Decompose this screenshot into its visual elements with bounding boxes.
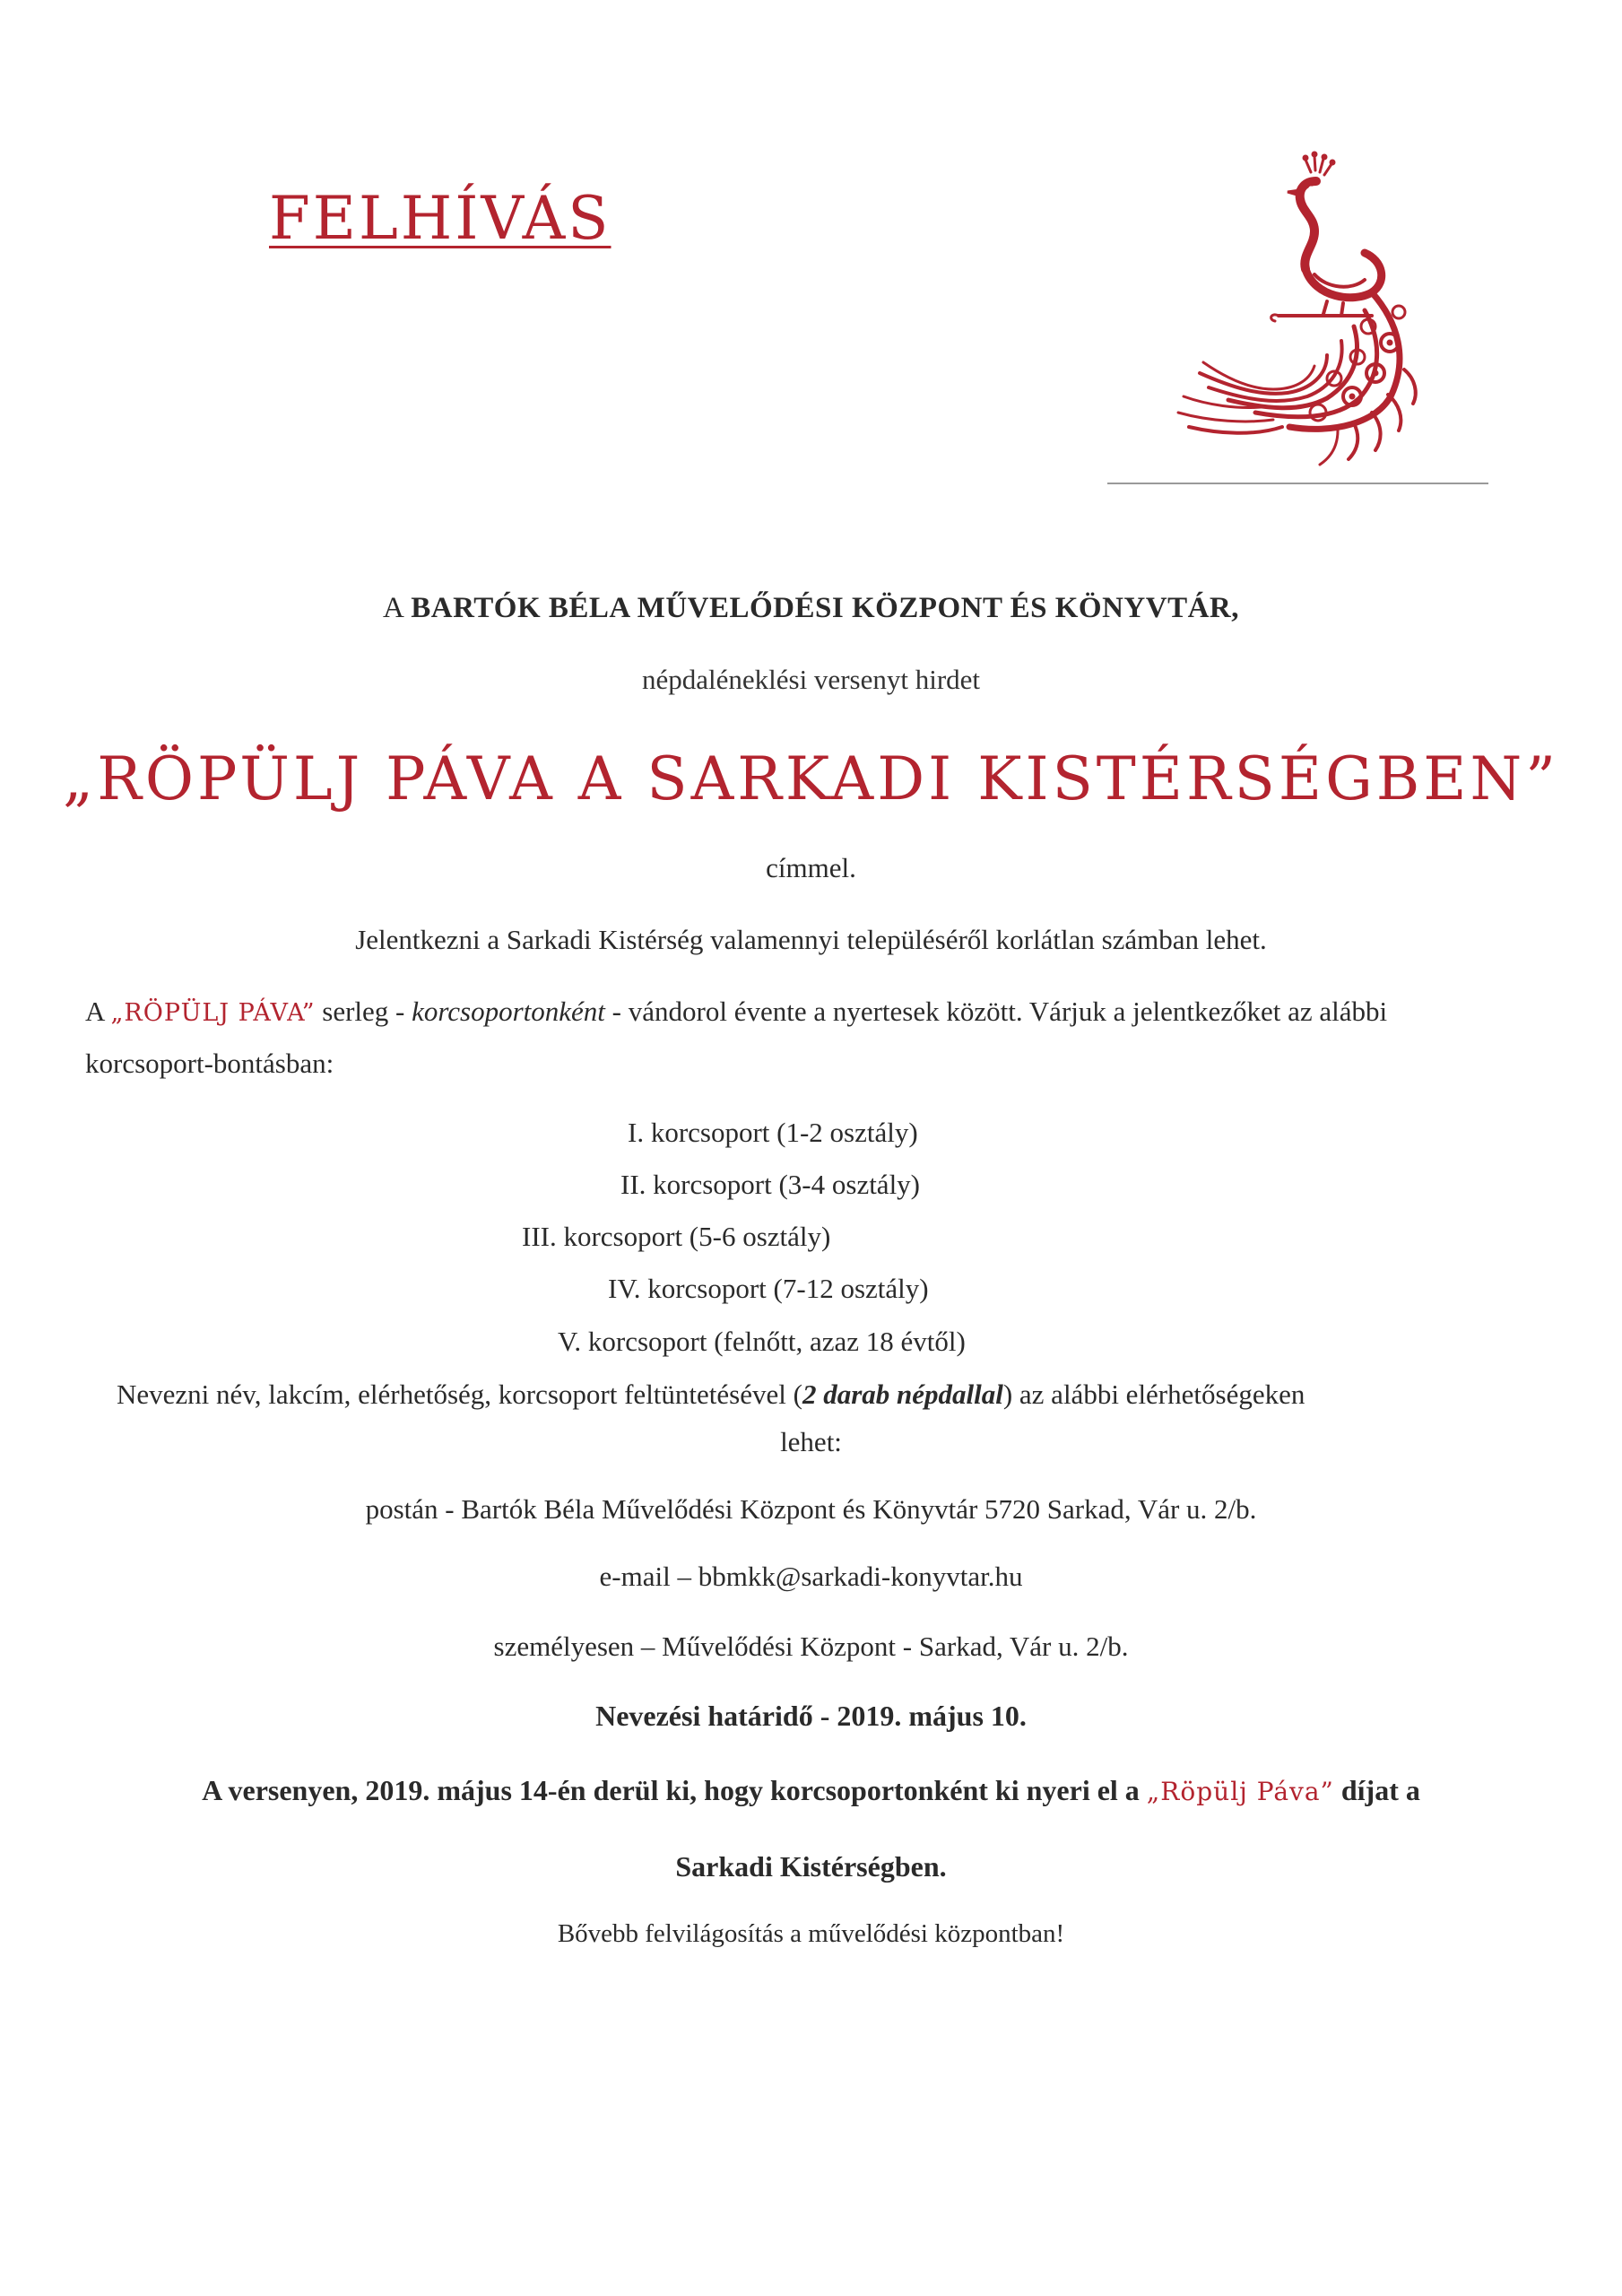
registration-text-2: ) az alábbi elérhetőségeken [1002, 1378, 1305, 1410]
age-group-item: III. korcsoport (5-6 osztály) [522, 1221, 831, 1252]
trophy-prefix: A [85, 996, 104, 1027]
trophy-italic: korcsoportonként [412, 996, 605, 1027]
email-contact: e-mail – bbmkk@sarkadi-konyvtar.hu [599, 1561, 1023, 1592]
age-group-item: V. korcsoport (felnőtt, azaz 18 évtől) [558, 1326, 966, 1357]
age-group-item: I. korcsoport (1-2 osztály) [628, 1117, 918, 1148]
trophy-text-2: - vándorol évente a nyertesek között. Várjuk a jelentkezőket az alábbi [612, 996, 1388, 1027]
registration-line2: lehet: [780, 1426, 842, 1457]
result-award-name: „Röpülj Páva” [1146, 1777, 1334, 1806]
deadline-line: Nevezési határidő - 2019. május 10. [595, 1700, 1027, 1732]
logo-underline-divider [1107, 483, 1488, 484]
postal-contact: postán - Bartók Béla Művelődési Központ és Könyvtár 5720 Sarkad, Vár u. 2/b. [365, 1493, 1257, 1525]
registration-bold: 2 darab népdallal [802, 1378, 1003, 1410]
trophy-paragraph-line2: korcsoport-bontásban: [85, 1048, 334, 1079]
result-paragraph [0, 1774, 1622, 1807]
trophy-paragraph [85, 996, 1556, 1028]
trophy-text-1: serleg - [322, 996, 405, 1027]
registration-text-1: Nevezni név, lakcím, elérhetőség, korcsoport feltüntetésével ( [117, 1378, 802, 1410]
organizer-prefix: A [383, 592, 403, 624]
cimmel-line: címmel. [766, 852, 856, 883]
personal-contact: személyesen – Művelődési Központ - Sarkad, Vár u. 2/b. [493, 1631, 1129, 1662]
result-text-1: A versenyen, 2019. május 14-én derül ki, hogy korcsoportonként ki nyeri el a [202, 1774, 1140, 1806]
organizer-name: BARTÓK BÉLA MŰVELŐDÉSI KÖZPONT ÉS KÖNYVTÁR, [411, 592, 1239, 624]
result-text-2: díjat a [1340, 1774, 1420, 1806]
apply-line: Jelentkezni a Sarkadi Kistérség valamennyi településéről korlátlan számban lehet. [355, 924, 1267, 955]
result-line2: Sarkadi Kistérségben. [675, 1850, 947, 1883]
announcement-line: népdaléneklési versenyt hirdet [641, 664, 981, 695]
trophy-name: „RÖPÜLJ PÁVA” [110, 999, 316, 1027]
contest-title: „RÖPÜLJ PÁVA A SARKADI KISTÉRSÉGBEN” [63, 744, 1559, 813]
age-group-item: IV. korcsoport (7-12 osztály) [608, 1273, 929, 1304]
peacock-icon [1103, 135, 1488, 484]
registration-paragraph [117, 1378, 1305, 1411]
age-group-item: II. korcsoport (3-4 osztály) [620, 1169, 921, 1200]
page-title: FELHÍVÁS [269, 184, 612, 253]
organizer-line [0, 592, 1622, 625]
more-info-line: Bővebb felvilágosítás a művelődési központban! [557, 1919, 1065, 1948]
